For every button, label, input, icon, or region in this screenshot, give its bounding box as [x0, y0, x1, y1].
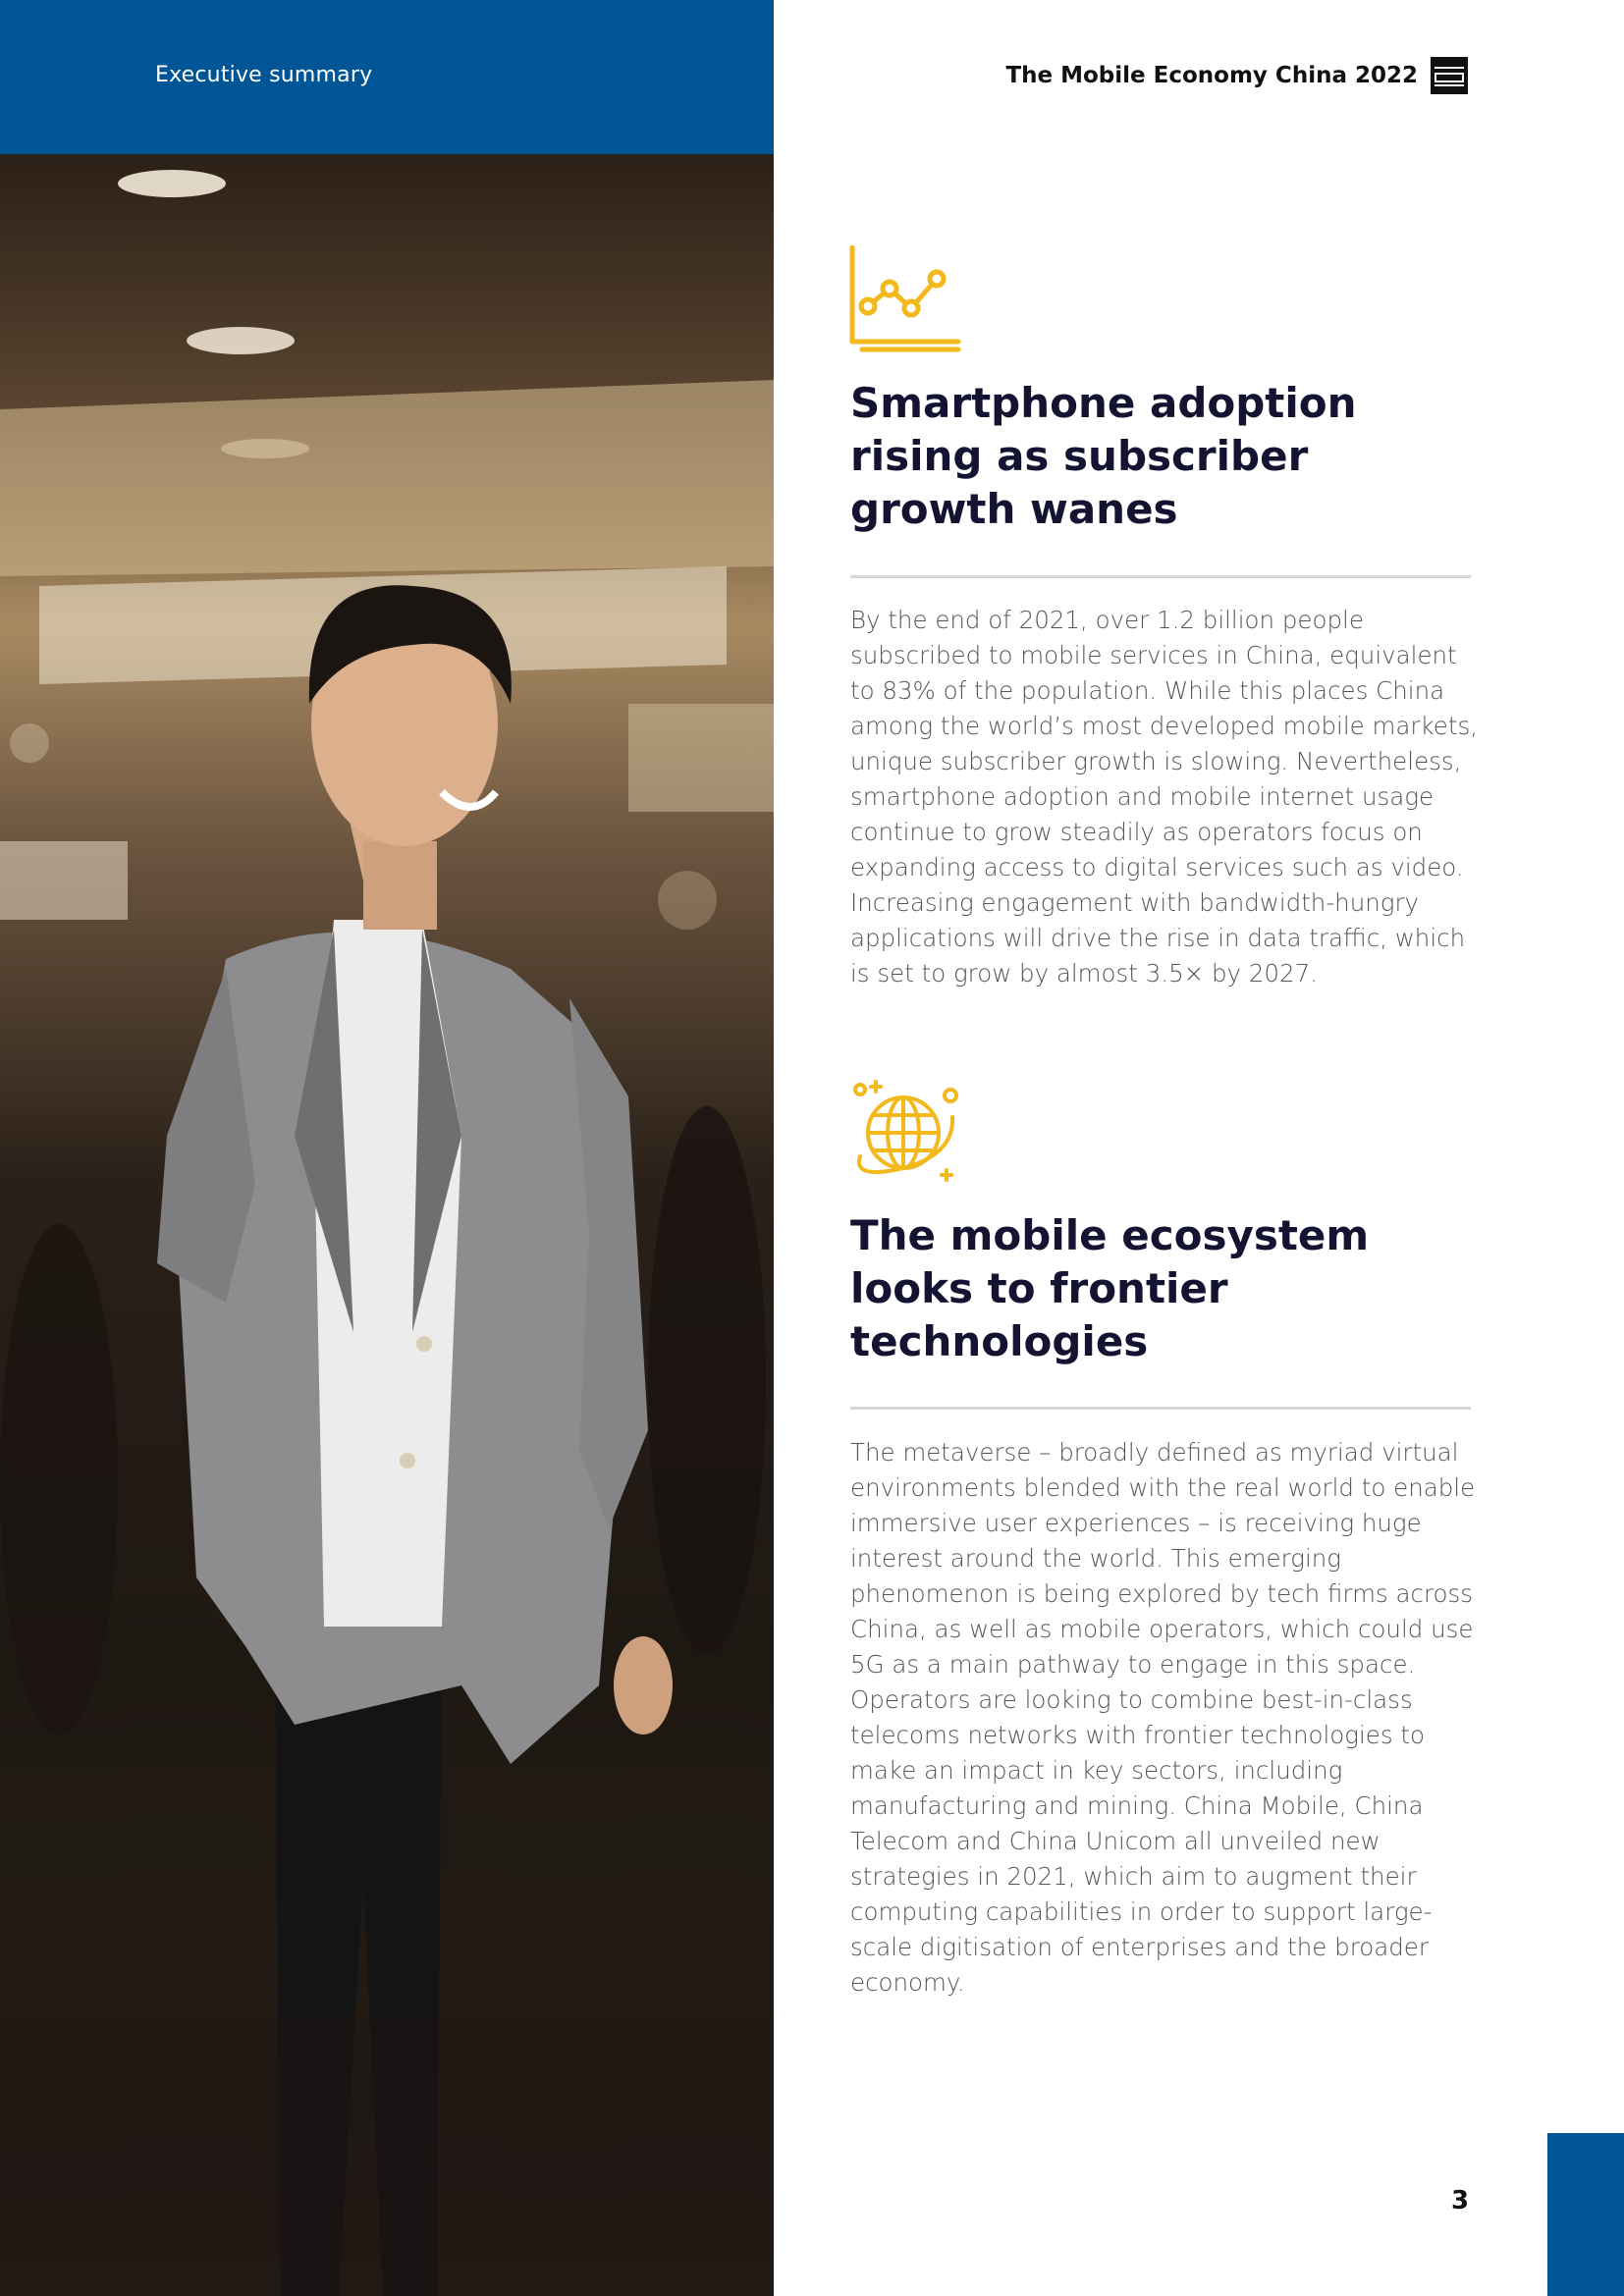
gsma-logo: [1431, 57, 1468, 94]
section-label: Executive summary: [155, 63, 373, 87]
section-divider: [850, 1407, 1471, 1410]
section-divider: [850, 575, 1471, 578]
page-number: 3: [1451, 2186, 1470, 2216]
document-title: The Mobile Economy China 2022: [1005, 63, 1418, 88]
section-heading-mobile-ecosystem: The mobile ecosystem looks to frontier technologies: [850, 1211, 1370, 1365]
left-column: [0, 0, 774, 2296]
globe-planet-icon: [848, 1078, 964, 1191]
man-on-phone-photo: [0, 154, 774, 2296]
section-heading-smartphone-adoption: Smartphone adoption rising as subscriber growth wanes: [850, 379, 1357, 533]
section-header-bar: [0, 0, 774, 154]
section-body-mobile-ecosystem: The metaverse – broadly defined as myriad virtual environments blended with the real world to enable immersive user experiences – is receiving huge interest around the world. This emerging phenomenon is being explored by tech firms across China, as well as mobile operators, which could use 5G as a main pathway to engage in this space. Operators are looking to combine best-in-class telecoms networks with frontier technologies to make an impact in key sectors, including manufacturing and mining. China Mobile, China Telecom and China Unicom all unveiled new strategies in 2021, which aim to augment their computing capabilities in order to support large-scale digitisation of enterprises and the broader economy.: [850, 1438, 1476, 1997]
photo-illustration: [0, 154, 774, 2296]
corner-accent-block: [1547, 2133, 1624, 2296]
section-body-smartphone-adoption: By the end of 2021, over 1.2 billion people subscribed to mobile services in China, equivalent to 83% of the population. While this places China among the world’s most developed mobile markets, unique subscriber growth is slowing. Nevertheless, smartphone adoption and mobile internet usage continue to grow steadily as operators focus on expanding access to digital services such as video. Increasing engagement with bandwidth-hungry applications will drive the rise in data traffic, which is set to grow by almost 3.5× by 2027.: [850, 606, 1479, 988]
line-chart-icon: [848, 245, 964, 358]
